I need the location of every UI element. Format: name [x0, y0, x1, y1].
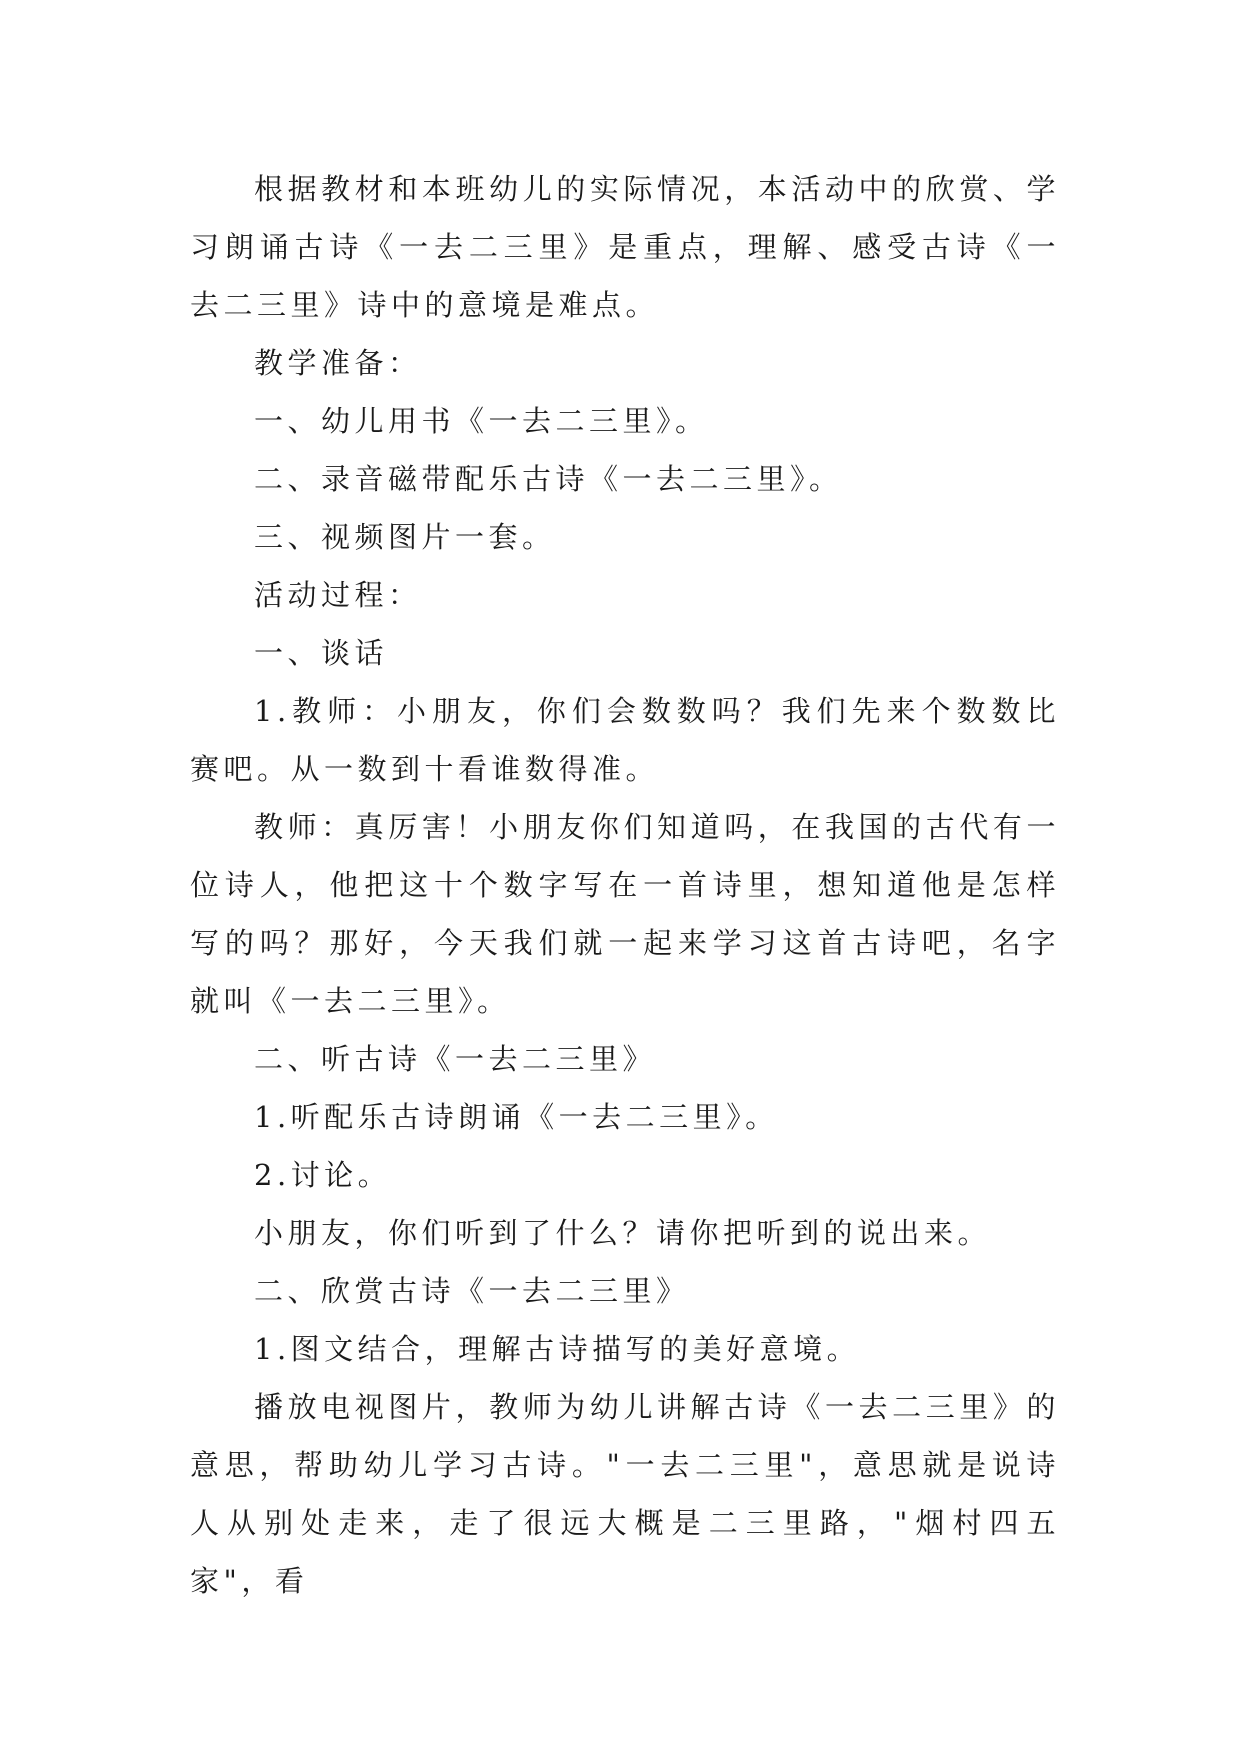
- section-listen-poem: 二、听古诗《一去二三里》: [254, 1042, 657, 1076]
- talk-step-1: 1.教师：小朋友，你们会数数吗？我们先来个数数比赛吧。从一数到十看谁数得准。: [190, 694, 1060, 786]
- section-talk: 一、谈话: [254, 636, 389, 670]
- prep-item-2: 二、录音磁带配乐古诗《一去二三里》。: [254, 462, 843, 496]
- heading-activity-process: 活动过程：: [254, 578, 422, 612]
- section-appreciate-poem: 二、欣赏古诗《一去二三里》: [254, 1274, 690, 1308]
- talk-teacher-intro: 教师：真厉害！小朋友你们知道吗，在我国的古代有一位诗人，他把这十个数字写在一首诗里，想知道他是怎样写的吗？那好，今天我们就一起来学习这首古诗吧，名字就叫《一去二三里》。: [190, 810, 1060, 1018]
- appreciate-step-1: 1.图文结合，理解古诗描写的美好意境。: [254, 1332, 861, 1366]
- listen-question: 小朋友，你们听到了什么？请你把听到的说出来。: [254, 1216, 992, 1250]
- prep-item-1: 一、幼儿用书《一去二三里》。: [254, 404, 709, 438]
- paragraph-key-points: 根据教材和本班幼儿的实际情况，本活动中的欣赏、学习朗诵古诗《一去二三里》是重点，理解、感受古诗《一去二三里》诗中的意境是难点。: [190, 172, 1060, 322]
- heading-teaching-prep: 教学准备：: [254, 346, 422, 380]
- listen-step-1: 1.听配乐古诗朗诵《一去二三里》。: [254, 1100, 779, 1134]
- listen-step-2: 2.讨论。: [254, 1158, 392, 1192]
- appreciate-explanation: 播放电视图片，教师为幼儿讲解古诗《一去二三里》的意思，帮助幼儿学习古诗。"一去二三里"，意思就是说诗人从别处走来，走了很远大概是二三里路，"烟村四五家"，看: [190, 1390, 1060, 1598]
- prep-item-3: 三、视频图片一套。: [254, 520, 556, 554]
- document-body: [190, 160, 1060, 1610]
